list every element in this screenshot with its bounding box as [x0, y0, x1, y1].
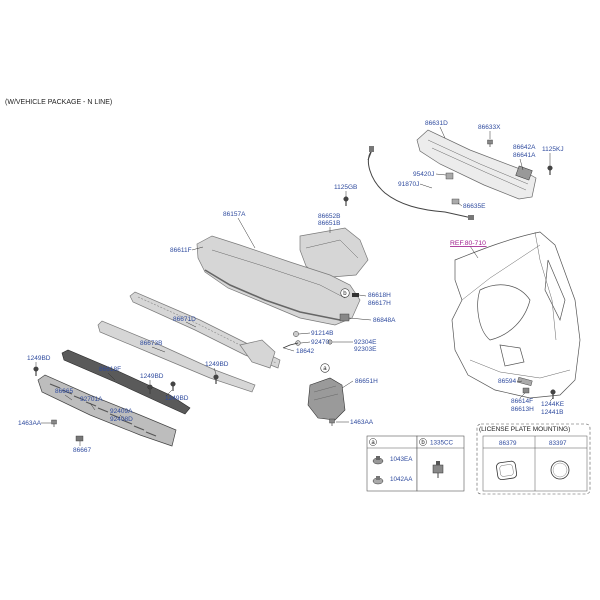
- box-a-marker: a: [371, 440, 375, 446]
- part-label-18642: 18642: [296, 348, 315, 355]
- part-label-92470: 92470: [311, 339, 330, 346]
- quarter-panel-reference: [452, 232, 580, 398]
- part-label-86594: 86594: [498, 378, 517, 385]
- part-label-1249bd: 1249BD: [140, 373, 164, 380]
- callout-a-letter: a: [323, 366, 327, 372]
- bolt-1125gb: [344, 197, 349, 206]
- part-label-92303e: 92303E: [354, 346, 377, 353]
- part-label-86635e: 86635E: [463, 203, 486, 210]
- part-label-86651b: 86651B: [318, 220, 341, 227]
- back-beam: [417, 130, 536, 199]
- part-label-1125kj: 1125KJ: [542, 146, 564, 153]
- part-label-91870j: 91870J: [398, 181, 420, 188]
- part-label-86642a: 86642A: [513, 144, 536, 151]
- plate-pad-86379-icon: [496, 461, 517, 480]
- part-label-86671d: 86671D: [173, 316, 196, 323]
- part-label-86618f: 86618F: [99, 366, 122, 373]
- part-label-86631d: 86631D: [425, 120, 448, 127]
- part-label-92409a: 92409A: [110, 408, 133, 415]
- bracket-86651h: [308, 378, 345, 420]
- callout-marker-a: [321, 364, 330, 373]
- part-label-1463aa: 1463AA: [350, 419, 374, 426]
- part-label-1125gb: 1125GB: [334, 184, 358, 191]
- part-label-92701a: 92701A: [80, 396, 103, 403]
- part-label-86641a: 86641A: [513, 152, 536, 159]
- part-label-95420j: 95420J: [413, 171, 435, 178]
- part-label-1249bd: 1249BD: [27, 355, 51, 362]
- box-a-item-1043ea: 1043EA: [390, 456, 413, 463]
- part-label-1249bd: 1249BD: [205, 361, 229, 368]
- part-label-12441b: 12441B: [541, 409, 564, 416]
- part-label-86611f: 86611F: [170, 247, 192, 254]
- part-label-86633x: 86633X: [478, 124, 501, 131]
- screw-1249bd-lower: [171, 382, 176, 391]
- part-label-92304e: 92304E: [354, 339, 377, 346]
- part-label-86617h: 86617H: [368, 300, 391, 307]
- clip-1463aa-right: [330, 419, 335, 426]
- box-b-marker: b: [421, 440, 425, 446]
- part-label-1244ke: 1244KE: [541, 401, 565, 408]
- part-label-86673b: 86673B: [140, 340, 163, 347]
- license-plate-mounting-box: [477, 424, 590, 494]
- license-plate-title: (LICENSE PLATE MOUNTING): [479, 426, 571, 433]
- box-a-item-1042aa: 1042AA: [390, 476, 413, 483]
- part-label-86652b: 86652B: [318, 213, 341, 220]
- part-label-86618h: 86618H: [368, 292, 391, 299]
- screw-1249bd-left: [34, 367, 39, 376]
- part-label-86667: 86667: [73, 447, 92, 454]
- part-label-86848a: 86848A: [373, 317, 396, 324]
- part-label-91214b: 91214B: [311, 330, 334, 337]
- license-item-86379: 86379: [499, 440, 517, 447]
- detail-box-b: [417, 436, 464, 491]
- detail-box-a: [367, 436, 417, 491]
- callout-b-letter: b: [343, 291, 347, 297]
- part-label-1463aa: 1463AA: [18, 420, 42, 427]
- part-label-86614f: 86614F: [511, 398, 534, 405]
- part-label-1249bd: 1249BD: [165, 395, 189, 402]
- callout-marker-b: [341, 289, 350, 298]
- bumper-bolt-86618h: [352, 293, 359, 297]
- part-label-92408d: 92408D: [110, 416, 133, 423]
- license-item-83397: 83397: [549, 440, 567, 447]
- box-b-item-1335cc: 1335CC: [430, 439, 454, 447]
- part-label-86157a: 86157A: [223, 211, 246, 218]
- part-label-86665: 86665: [55, 388, 74, 395]
- bolt-1125kj: [548, 166, 553, 175]
- part-label-86651h: 86651H: [355, 378, 378, 385]
- diagram-title: (W/VEHICLE PACKAGE - N LINE): [5, 99, 113, 106]
- beam-clip: [488, 140, 493, 147]
- part-label-86613h: 86613H: [511, 406, 534, 413]
- reference-label[interactable]: REF.80-710: [450, 240, 486, 247]
- clip-1463aa-left: [52, 420, 57, 427]
- diffuser-86665: [38, 375, 176, 446]
